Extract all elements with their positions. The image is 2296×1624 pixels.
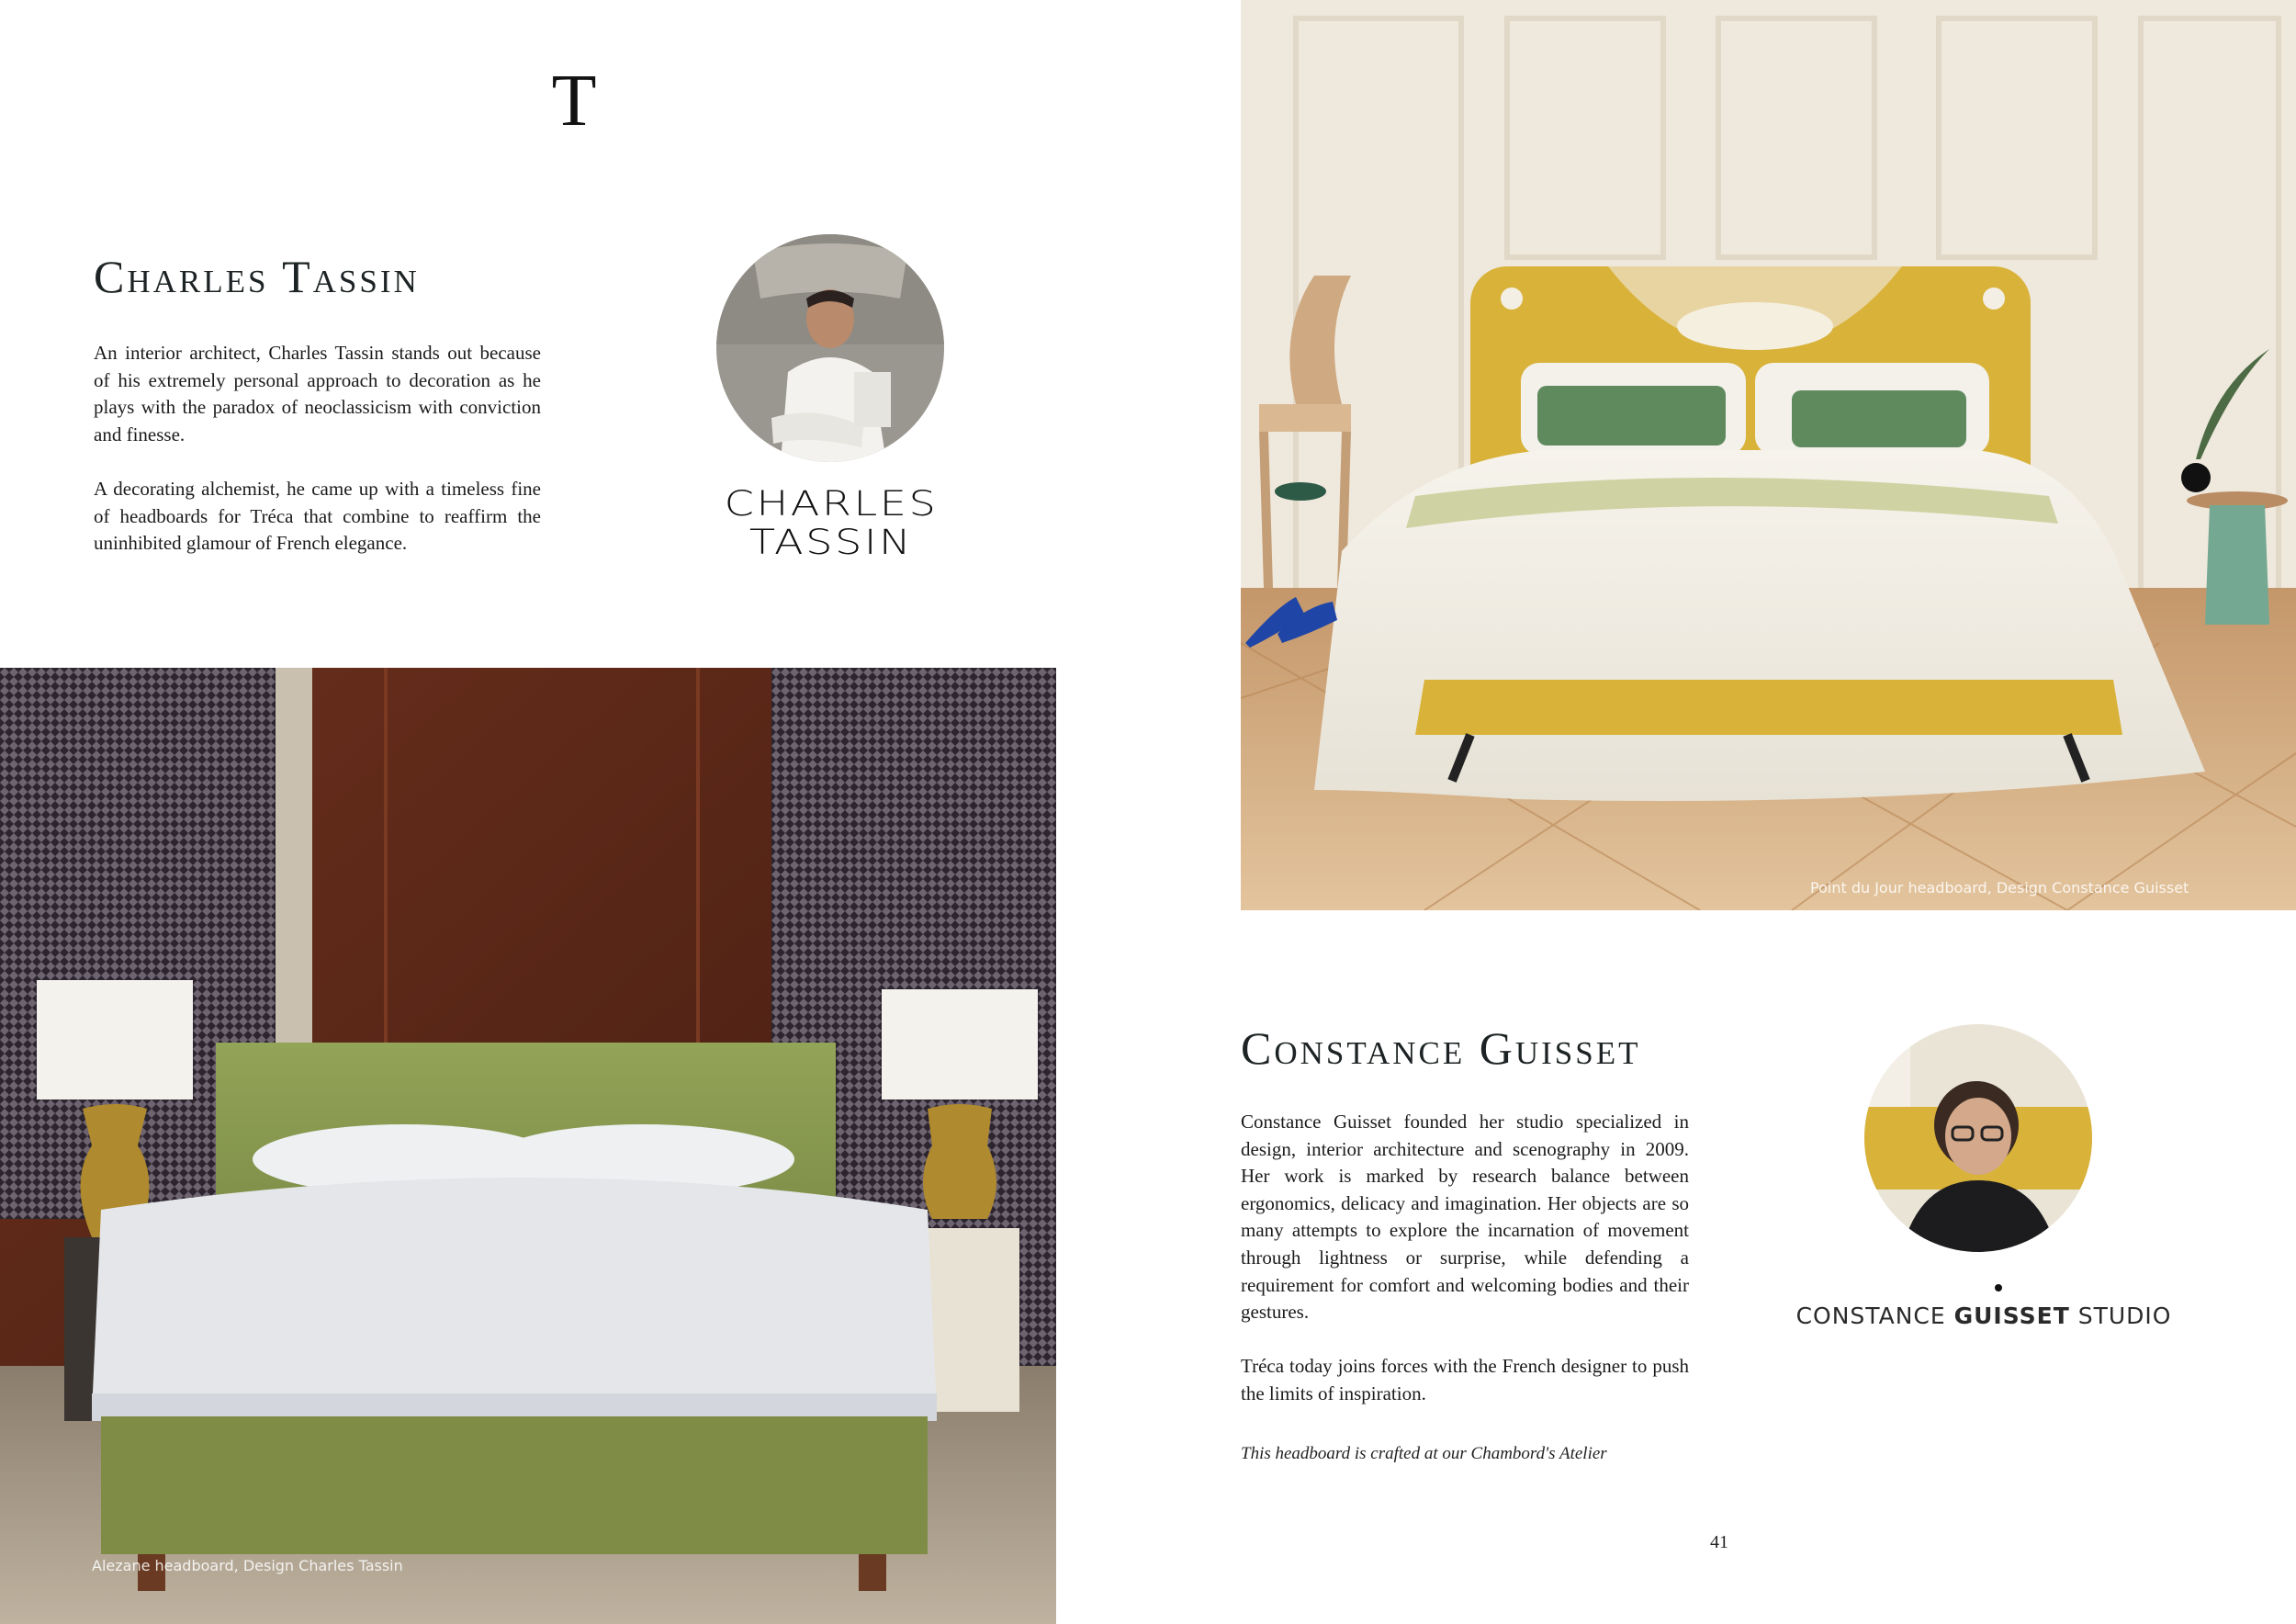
constance-guisset-studio-logo [1782, 1303, 2186, 1329]
studio-logo-dot [1995, 1284, 2002, 1291]
constance-body [1241, 1109, 1689, 1435]
charles-logo-line-2: TASSIN [748, 523, 914, 562]
charles-heading: Charles Tassin [94, 251, 420, 302]
constance-portrait [1864, 1024, 2092, 1252]
charles-paragraph-2: A decorating alchemist, he came up with a timeless fine of headboards for Tréca that combine to reaffirm the uninhibited glamour of French elegance. [94, 477, 541, 555]
logo-constance: CONSTANCE [1795, 1303, 1954, 1329]
logo-studio: STUDIO [2069, 1303, 2172, 1329]
logo-guisset: GUISSET [1953, 1303, 2070, 1329]
point-du-jour-bed-photo [1241, 0, 2296, 910]
alezane-bed-photo [0, 668, 1056, 1624]
charles-body [94, 340, 541, 584]
charles-paragraph-1: An interior architect, Charles Tassin stands out because of his extremely personal approach to decoration as he plays with the paradox of neoclassicism with conviction and finesse. [94, 342, 541, 445]
constance-heading: Constance Guisset [1241, 1022, 1641, 1074]
constance-paragraph-1: Constance Guisset founded her studio specialized in design, interior architecture and scenography in 2009. Her work is marked by research balance between ergonomics, delicacy and imagination. Her objects are so many attempts to explore the incarnation of movement through lightness or surprise, while defending a requirement for comfort and welcoming bodies and their gestures. [1241, 1111, 1689, 1324]
atelier-note: This headboard is crafted at our Chambord's Atelier [1241, 1444, 1607, 1463]
charles-tassin-logo [642, 485, 1021, 562]
section-letter: T [551, 61, 597, 141]
page-number: 41 [1710, 1532, 1728, 1552]
alezane-caption: Alezane headboard, Design Charles Tassin [92, 1557, 403, 1574]
charles-portrait [716, 234, 944, 462]
constance-paragraph-2: Tréca today joins forces with the French designer to push the limits of inspiration. [1241, 1355, 1689, 1404]
charles-logo-line-1: CHARLES [724, 484, 939, 524]
point-du-jour-caption: Point du Jour headboard, Design Constance Guisset [1810, 879, 2189, 897]
